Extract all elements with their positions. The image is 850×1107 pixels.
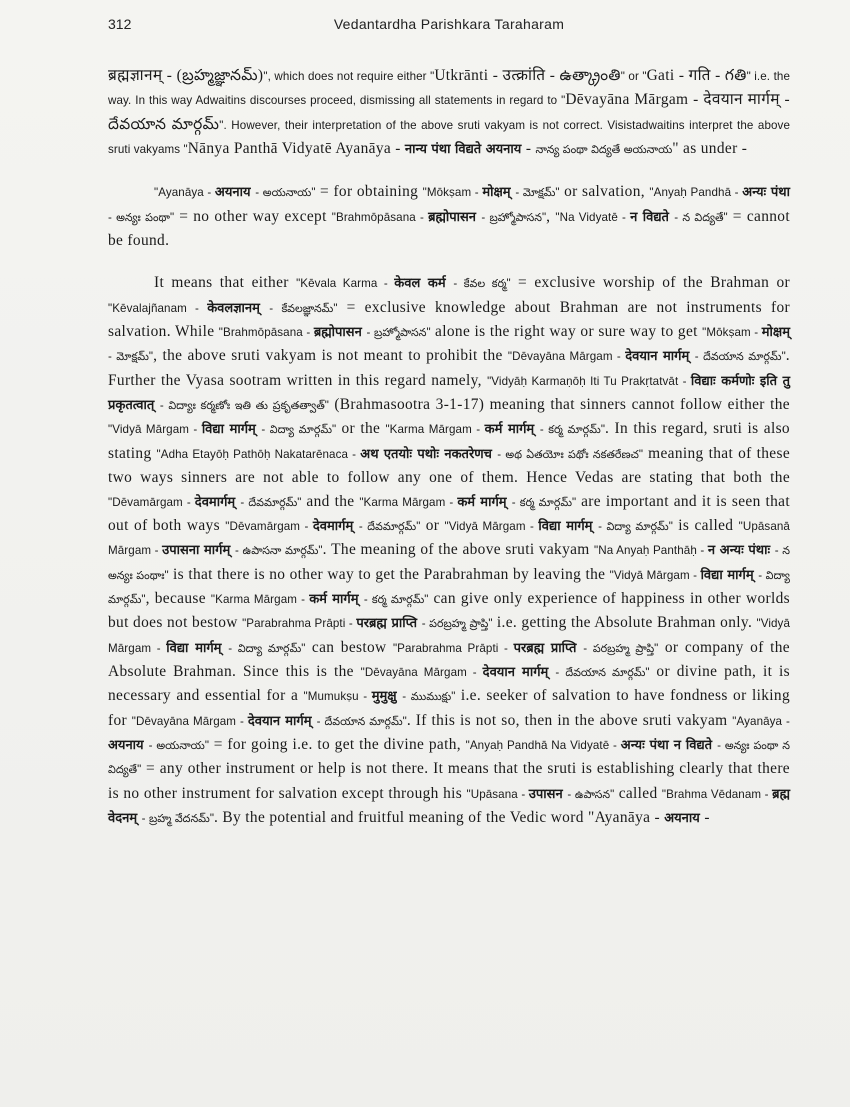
paragraph-2: "Ayanāya - अयनाय - అయనాయ" = for obtaining "Mōkṣam - मोक्षम् - మోక్షమ్" or salvation, "Anyaḥ Pandhā - अन्यः पंथा - అన్యః పంథా" = no other way except "Brahmōpāsana - ब्रह्मोपासन - బ్రహ్మోపాసన", "Na Vidyatē - न विद्यते - న విద్యతే" = cannot be found. [108,183,790,250]
body-text [108,64,790,830]
page-number: 312 [108,16,132,32]
paragraph-1: ब्रह्मज्ञानम् - (బ్రహ్మజ్ఞానమ్)", which does not require either "Utkrānti - उत्क्रांति - ఉత్క్రాంతి" or "Gati - गति - గతి" i.e. the way. In this way Adwaitins discourses proceed, dismissing all statements in regard to "Dēvayāna Mārgam - देवयान मार्गम् - దేవయాన మార్గమ్". However, their interpretation of the above sruti vakyam is not correct. Visistadwaitins interpret the above sruti vakyams "Nānya Panthā Vidyatē Ayanāya - नान्य पंथा विद्यते अयनाय - నాన్య పంథా విద్యతే అయనాయ" as under - [108,67,791,158]
running-title: Vedantardha Parishkara Taraharam [333,16,565,32]
paragraph-3: It means that either "Kēvala Karma - केवल कर्म - కేవల కర్మ" = exclusive worship of the Brahman or "Kēvalajñanam - केवलज्ञानम् - కేవలజ్ఞానమ్" = exclusive knowledge about Brahman are not instruments for salvation. While "Brahmōpāsana - ब्रह्मोपासन - బ్రహ్మోపాసన" alone is the right way or sure way to get "Mōkṣam - मोक्षम् - మోక్షమ్", the above sruti vakyam is not meant to prohibit the "Dēvayāna Mārgam - देवयान मार्गम् - దేవయాన మార్గమ్". Further the Vyasa sootram written in this regard namely, "Vidyāḥ Karmaṇōḥ Iti Tu Prakṛtatvāt - विद्याः कर्मणोः इति तु प्रकृतत्वात् - విద్యాః కర్మణోః ఇతి తు ప్రకృతత్వాత్" (Brahmasootra 3-1-17) meaning that sinners cannot follow either the "Vidyā Mārgam - विद्या मार्गम् - విద్యా మార్గమ్" or the "Karma Mārgam - कर्म मार्गम् - కర్మ మార్గమ్". In this regard, sruti is also stating "Adha Etayōḥ Pathōḥ Nakatarēnaca - अथ एतयोः पथोः नकतरेणच - అథ ఏతయోః పథోః నకతరేణచ" meaning that of these two ways sinners are not able to follow any one of them. Hence Vedas are stating that both the "Dēvamārgam - देवमार्गम् - దేవమార్గమ్" and the "Karma Mārgam - कर्म मार्गम् - కర్మ మార్గమ్" are important and it is seen that out of both ways "Dēvamārgam - देवमार्गम् - దేవమార్గమ్" or "Vidyā Mārgam - विद्या मार्गम् - విద్యా మార్గమ్" is called "Upāsanā Mārgam - उपासना मार्गम् - ఉపాసనా మార్గమ్". The meaning of the above sruti vakyam "Na Anyaḥ Panthāḥ - न अन्यः पंथाः - న అన్యః పంథాః" is that there is no other way to get the Parabrahman by leaving the "Vidyā Mārgam - विद्या मार्गम् - విద్యా మార్గమ్", because "Karma Mārgam - कर्म मार्गम् - కర్మ మార్గమ్" can give only experience of happiness in other worlds but does not bestow "Parabrahma Prāpti - परब्रह्म प्राप्ति - పరబ్రహ్మ ప్రాప్తి" i.e. getting the Absolute Brahman only. "Vidyā Mārgam - विद्या मार्गम् - విద్యా మార్గమ్" can bestow "Parabrahma Prāpti - परब्रह्म प्राप्ति - పరబ్రహ్మ ప్రాప్తి" or company of the Absolute Brahman. Since this is the "Dēvayāna Mārgam - देवयान मार्गम् - దేవయాన మార్గమ్" or divine path, it is necessary and essential for a "Mumukṣu - मुमुक्षु - ముముక్షు" i.e. seeker of salvation to have fondness or liking for "Dēvayāna Mārgam - देवयान मार्गम् - దేవయాన మార్గమ్". If this is not so, then in the above sruti vakyam "Ayanāya - अयनाय - అయనాయ" = for going i.e. to get the divine path, "Anyaḥ Pandhā Na Vidyatē - अन्यः पंथा न विद्यते - అన్యః పంథా న విద్యతే" = any other instrument or help is not there. It means that the sruti is establishing clearly that there is no other instrument for salvation except through his "Upāsana - उपासन - ఉపాసన" called "Brahma Vēdanam - ब्रह्म वेदनम् - బ్రహ్మ వేదనమ్". By the potential and fruitful meaning of the Vedic word "Ayanāya - अयनाय - [108,274,791,826]
page-header [108,14,790,38]
